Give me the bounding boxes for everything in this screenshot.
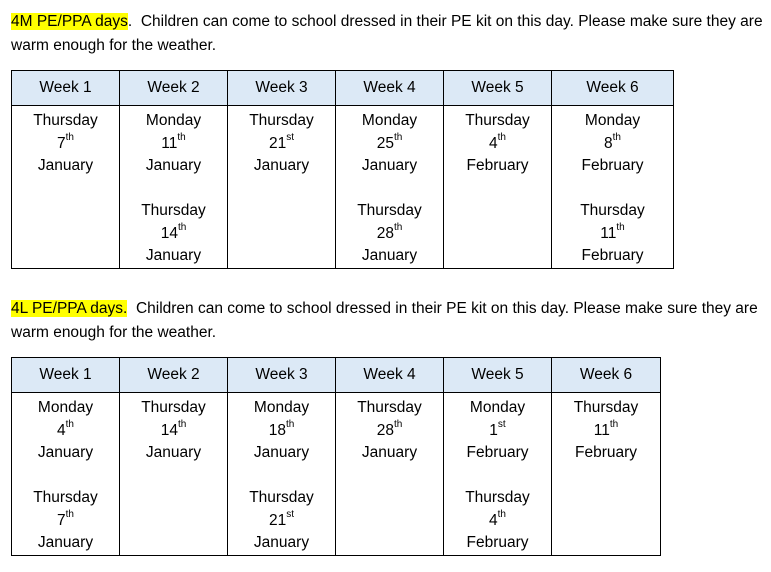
week-cell <box>12 393 120 556</box>
day-date: 4th <box>489 509 506 529</box>
schedule-table-4l <box>11 357 661 556</box>
month-name: January <box>361 247 418 264</box>
pe-day-entry <box>12 397 119 465</box>
pe-day-entry <box>444 110 551 178</box>
day-name: Thursday <box>249 489 314 506</box>
day-date: 21st <box>268 509 295 529</box>
week-header: Week 1 <box>12 358 120 393</box>
day-date: 8th <box>604 132 621 152</box>
day-name: Thursday <box>465 112 530 129</box>
month-name: January <box>253 444 310 461</box>
pe-day-entry <box>228 110 335 178</box>
day-date: 14th <box>160 419 187 439</box>
week-header: Week 4 <box>336 358 444 393</box>
day-name: Thursday <box>573 399 639 416</box>
day-date: 11th <box>161 132 186 152</box>
schedule-table-4m <box>11 70 674 269</box>
pe-day-entry <box>120 397 227 465</box>
month-name: January <box>145 247 202 264</box>
day-name: Monday <box>253 399 310 416</box>
day-date: 11th <box>593 419 619 439</box>
day-name: Thursday <box>580 202 645 219</box>
day-date: 4th <box>57 419 74 439</box>
week-header: Week 3 <box>228 71 336 106</box>
week-cell <box>336 393 444 556</box>
pe-day-entry <box>444 397 551 465</box>
day-name: Monday <box>361 112 418 129</box>
day-name: Monday <box>469 399 526 416</box>
table-header-row <box>12 358 661 393</box>
month-name: January <box>253 534 310 551</box>
pe-day-entry <box>228 487 335 555</box>
pe-day-entry <box>228 397 335 465</box>
month-name: January <box>145 444 202 461</box>
month-name: January <box>37 444 94 461</box>
intro-paragraph-4l <box>11 297 766 345</box>
week-header: Week 3 <box>228 358 336 393</box>
week-header: Week 1 <box>12 71 120 106</box>
month-name: January <box>361 444 418 461</box>
pe-day-entry <box>12 110 119 178</box>
table-row <box>12 393 661 556</box>
day-date: 28th <box>376 222 403 242</box>
day-name: Thursday <box>357 399 422 416</box>
week-header: Week 5 <box>444 358 552 393</box>
week-cell <box>444 393 552 556</box>
month-name: February <box>581 247 644 264</box>
week-cell <box>12 106 120 269</box>
pe-day-entry <box>552 200 673 268</box>
week-header: Week 2 <box>120 71 228 106</box>
month-name: February <box>581 157 644 174</box>
week-cell <box>552 106 674 269</box>
pe-day-entry <box>552 110 673 178</box>
week-cell <box>228 393 336 556</box>
week-header: Week 6 <box>552 71 674 106</box>
day-date: 11th <box>600 222 625 242</box>
class-label-highlight: 4M PE/PPA days <box>11 13 128 30</box>
pe-day-entry <box>336 200 443 268</box>
pe-day-entry <box>120 110 227 178</box>
month-name: January <box>145 157 202 174</box>
day-name: Thursday <box>33 112 98 129</box>
day-date: 7th <box>57 132 74 152</box>
day-name: Thursday <box>357 202 422 219</box>
table-header-row <box>12 71 674 106</box>
week-cell <box>552 393 661 556</box>
week-cell <box>120 106 228 269</box>
pe-day-entry <box>336 110 443 178</box>
month-name: February <box>466 534 529 551</box>
pe-day-entry <box>120 200 227 268</box>
day-date: 1st <box>489 419 506 439</box>
month-name: February <box>574 444 638 461</box>
week-header: Week 4 <box>336 71 444 106</box>
day-name: Thursday <box>465 489 530 506</box>
pe-day-entry <box>12 487 119 555</box>
pe-day-entry <box>336 397 443 465</box>
day-name: Monday <box>37 399 94 416</box>
day-name: Thursday <box>141 399 206 416</box>
day-date: 14th <box>160 222 187 242</box>
pe-day-entry <box>552 397 660 465</box>
day-date: 21st <box>268 132 295 152</box>
day-name: Monday <box>145 112 202 129</box>
week-cell <box>228 106 336 269</box>
month-name: February <box>466 444 529 461</box>
week-header: Week 5 <box>444 71 552 106</box>
day-date: 28th <box>376 419 403 439</box>
week-header: Week 6 <box>552 358 661 393</box>
month-name: January <box>37 534 94 551</box>
day-name: Monday <box>584 112 641 129</box>
week-cell <box>336 106 444 269</box>
table-row <box>12 106 674 269</box>
month-name: February <box>466 157 529 174</box>
week-cell <box>444 106 552 269</box>
pe-day-entry <box>444 487 551 555</box>
intro-paragraph-4m: 4M PE/PPA days. Children can come to school dressed in their PE kit on this day. Please make sure they are warm enough for the weather. <box>11 13 763 54</box>
day-name: Thursday <box>141 202 206 219</box>
day-date: 7th <box>57 509 74 529</box>
day-date: 25th <box>376 132 403 152</box>
week-header: Week 2 <box>120 358 228 393</box>
week-cell <box>120 393 228 556</box>
day-name: Thursday <box>33 489 98 506</box>
month-name: January <box>253 157 310 174</box>
day-date: 4th <box>489 132 506 152</box>
month-name: January <box>361 157 418 174</box>
day-name: Thursday <box>249 112 314 129</box>
class-label-highlight: 4L PE/PPA days. <box>11 300 128 317</box>
month-name: January <box>37 157 94 174</box>
day-date: 18th <box>268 419 295 439</box>
intro-text: Children can come to school dressed in their PE kit on this day. Please make sure they are warm enough for the weather. <box>11 13 763 54</box>
intro-text: Children can come to school dressed in their PE kit on this day. Please make sure they are warm enough for the weather. <box>11 300 758 341</box>
